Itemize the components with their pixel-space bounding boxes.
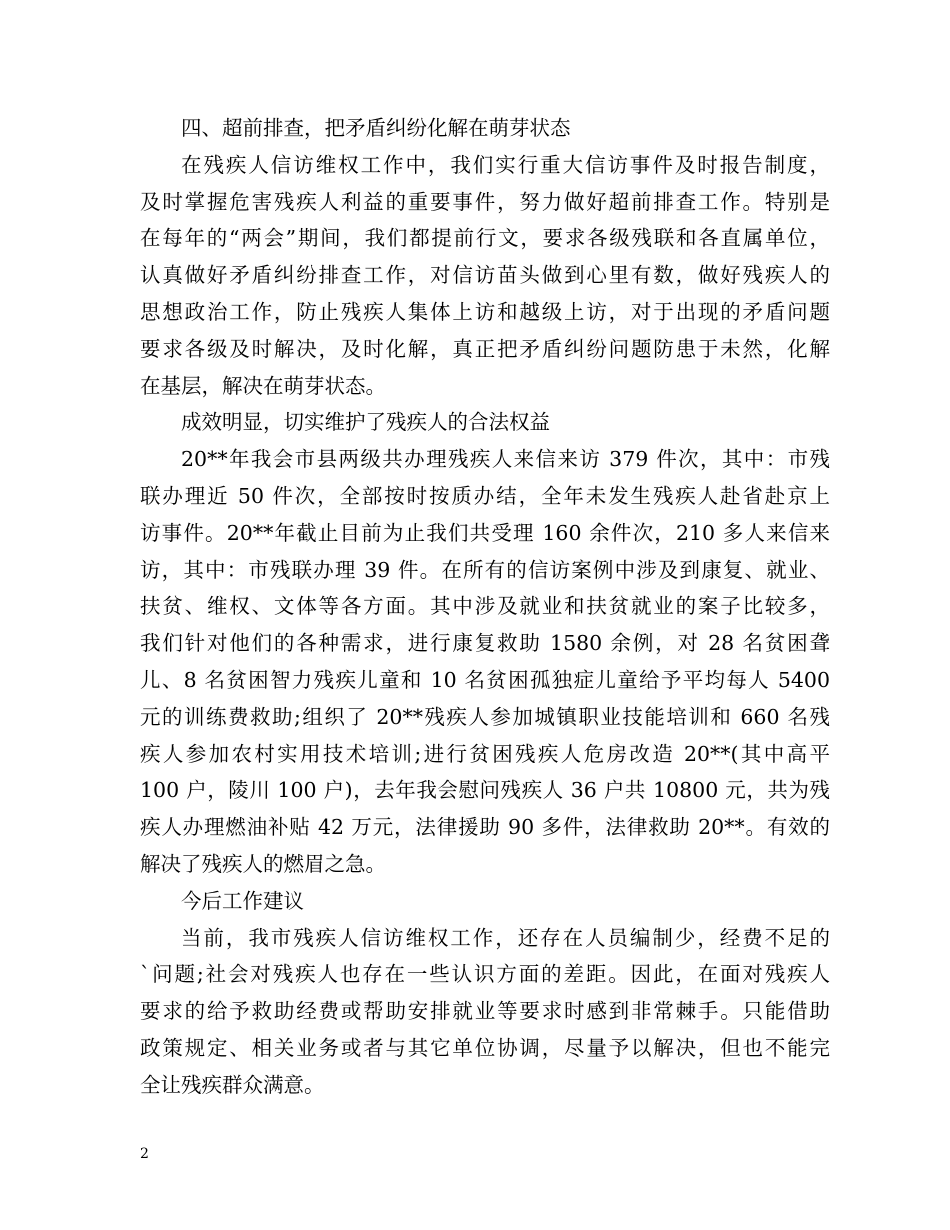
text-line: 在基层，解决在萌芽状态。 — [140, 373, 386, 398]
text-line: 当前，我市残疾人信访维权工作，还存在人员编制少，经费不足的 — [181, 925, 830, 950]
text-line: 扶贫、维权、文体等各方面。其中涉及就业和扶贫就业的案子比较多， — [140, 594, 830, 619]
text-line: 疾人办理燃油补贴 42 万元，法律援助 90 多件，法律救助 20**。有效的 — [140, 815, 830, 840]
text-line: 元的训练费救助;组织了 20**残疾人参加城镇职业技能培训和 660 名残 — [140, 704, 830, 729]
text-line: 联办理近 50 件次，全部按时按质办结，全年未发生残疾人赴省赴京上 — [140, 483, 830, 508]
text-line: 全让残疾群众满意。 — [140, 1072, 325, 1097]
text-line: 儿、8 名贫困智力残疾儿童和 10 名贫困孤独症儿童给予平均每人 5400 — [140, 667, 830, 692]
text-line: 成效明显，切实维护了残疾人的合法权益 — [181, 410, 550, 435]
text-line: 今后工作建议 — [181, 888, 304, 913]
text-line: 在残疾人信访维权工作中，我们实行重大信访事件及时报告制度， — [181, 152, 830, 177]
text-line: 20**年我会市县两级共办理残疾人来信来访 379 件次，其中：市残 — [181, 447, 830, 472]
text-line: 解决了残疾人的燃眉之急。 — [140, 851, 386, 876]
text-line: 要求的给予救助经费或帮助安排就业等要求时感到非常棘手。只能借助 — [140, 999, 830, 1024]
document-body — [140, 110, 830, 1104]
text-line: 100 户，陵川 100 户)，去年我会慰问残疾人 36 户共 10800 元，共为残 — [140, 778, 830, 803]
text-line: 政策规定、相关业务或者与其它单位协调，尽量予以解决，但也不能完 — [140, 1035, 830, 1060]
text-line: 访事件。20**年截止目前为止我们共受理 160 余件次，210 多人来信来 — [140, 520, 830, 545]
text-line: 疾人参加农村实用技术培训;进行贫困残疾人危房改造 20**(其中高平 — [140, 741, 830, 766]
text-line: 要求各级及时解决，及时化解，真正把矛盾纠纷问题防患于未然，化解 — [140, 336, 830, 361]
text-line: 思想政治工作，防止残疾人集体上访和越级上访，对于出现的矛盾问题 — [140, 299, 830, 324]
text-line: 及时掌握危害残疾人利益的重要事件，努力做好超前排查工作。特别是 — [140, 189, 830, 214]
page-number: 2 — [140, 1146, 149, 1162]
text-line: `问题;社会对残疾人也存在一些认识方面的差距。因此，在面对残疾人 — [140, 962, 830, 987]
text-line: 访，其中：市残联办理 39 件。在所有的信访案例中涉及到康复、就业、 — [140, 557, 830, 582]
text-line: 认真做好矛盾纠纷排查工作，对信访苗头做到心里有数，做好残疾人的 — [140, 263, 830, 288]
text-line: 在每年的“两会”期间，我们都提前行文，要求各级残联和各直属单位， — [140, 226, 830, 251]
text-line: 四、超前排查，把矛盾纠纷化解在萌芽状态 — [181, 116, 571, 140]
text-line: 我们针对他们的各种需求，进行康复救助 1580 余例，对 28 名贫困聋 — [140, 631, 830, 656]
